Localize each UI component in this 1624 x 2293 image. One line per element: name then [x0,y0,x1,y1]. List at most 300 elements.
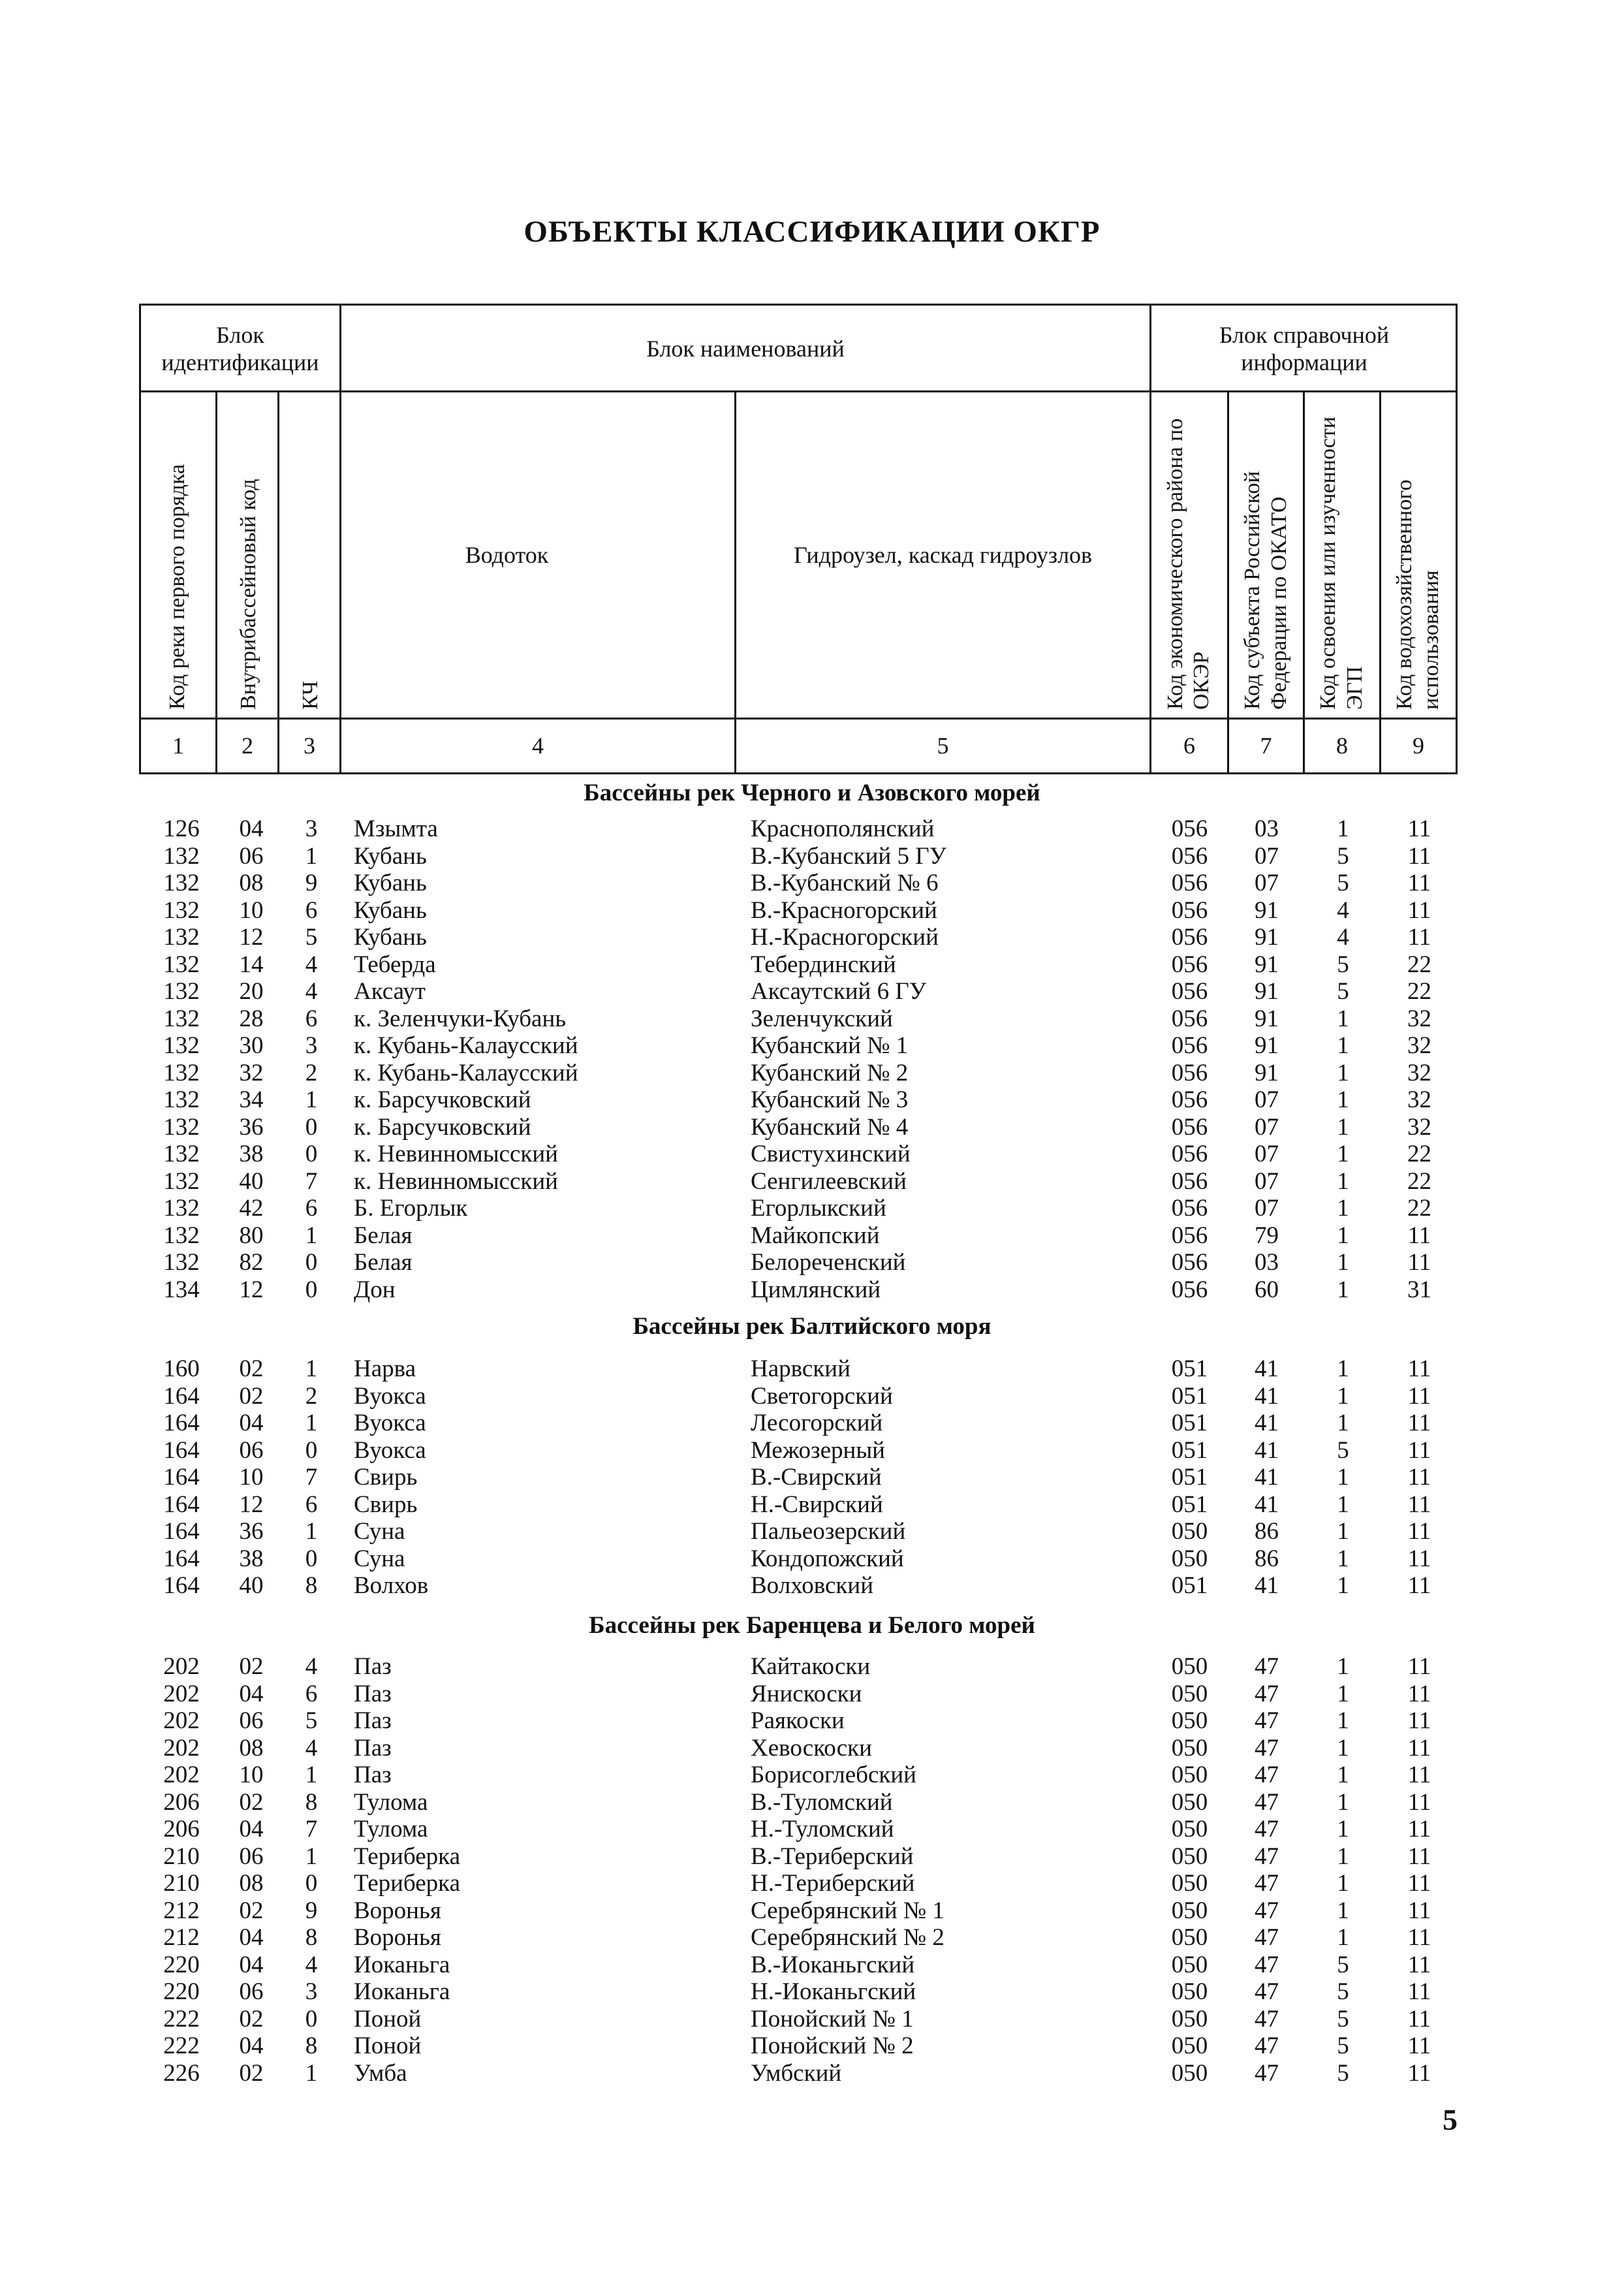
table-cell: Серебрянский № 1 [751,1897,945,1924]
table-cell: 051 [1171,1410,1208,1436]
header-divider [1149,304,1151,774]
table-cell: 11 [1407,2006,1431,2032]
table-cell: 050 [1171,1545,1208,1572]
table-cell: 3 [305,1032,318,1059]
col-head-kch: КЧ [298,680,322,710]
table-cell: Умба [354,2060,407,2087]
table-cell: 08 [239,1870,264,1897]
table-cell: 132 [163,870,200,896]
table-cell: 5 [1337,870,1349,896]
table-row [0,843,1624,870]
table-cell: 1 [1337,1195,1349,1222]
table-cell: 36 [239,1518,264,1545]
table-cell: 132 [163,1114,200,1141]
table-cell: Иоканьга [354,1952,450,1978]
table-cell: к. Барсучковский [354,1114,531,1141]
table-cell: 202 [163,1707,200,1734]
col-head-river-code: Код реки первого порядка [164,464,189,710]
table-cell: 11 [1407,1789,1431,1816]
table-cell: 4 [305,951,318,978]
table-cell: 1 [1337,1924,1349,1951]
table-cell: В.-Красногорский [751,897,937,924]
table-cell: 8 [305,1572,318,1599]
table-cell: 79 [1255,1222,1279,1249]
table-cell: 12 [239,924,264,951]
table-cell: 056 [1171,1005,1208,1032]
table-cell: 2 [305,1383,318,1410]
table-cell: к. Невинномысский [354,1141,558,1167]
table-cell: 1 [1337,1653,1349,1680]
table-cell: 11 [1407,1437,1431,1464]
table-cell: Теберда [354,951,436,978]
table-cell: Белореченский [751,1249,906,1276]
table-cell: Краснополянский [751,815,935,842]
table-cell: 5 [1337,1952,1349,1978]
table-cell: В.-Свирский [751,1464,882,1491]
table-cell: 47 [1255,2006,1279,2032]
col-head-hydronode: Гидроузел, каскад гидроузлов [793,541,1093,568]
table-cell: 051 [1171,1491,1208,1518]
table-cell: к. Барсучковский [354,1086,531,1113]
table-cell: 2 [305,1060,318,1086]
table-cell: 5 [1337,2006,1349,2032]
table-cell: 126 [163,815,200,842]
table-cell: Териберка [354,1870,461,1897]
table-cell: 056 [1171,1249,1208,1276]
table-cell: 1 [1337,1464,1349,1491]
table-row [0,1249,1624,1276]
table-cell: Н.-Туломский [751,1816,894,1842]
table-cell: 056 [1171,1141,1208,1167]
table-cell: 0 [305,1870,318,1897]
table-cell: 1 [1337,1518,1349,1545]
table-row [0,1410,1624,1437]
table-cell: 056 [1171,978,1208,1005]
table-cell: 164 [163,1491,200,1518]
table-cell: Цимлянский [751,1276,881,1303]
table-row [0,1681,1624,1708]
table-cell: Аксаутский 6 ГУ [751,978,926,1005]
table-cell: 11 [1407,843,1431,870]
table-cell: 08 [239,870,264,896]
table-cell: 11 [1407,1952,1431,1978]
table-cell: 42 [239,1195,264,1222]
table-cell: 11 [1407,1491,1431,1518]
table-cell: В.-Кубанский 5 ГУ [751,843,946,870]
table-cell: Умбский [751,2060,842,2087]
table-cell: 056 [1171,843,1208,870]
table-cell: 11 [1407,1978,1431,2005]
header-divider [215,390,217,774]
table-cell: 07 [1255,1195,1279,1222]
table-cell: 04 [239,1816,264,1842]
table-cell: 050 [1171,1681,1208,1707]
table-cell: 5 [1337,843,1349,870]
table-cell: 11 [1407,1653,1431,1680]
table-cell: 3 [305,1978,318,2005]
table-cell: 03 [1255,1249,1279,1276]
table-cell: 22 [1407,978,1431,1005]
table-cell: 0 [305,2006,318,2032]
table-cell: 164 [163,1545,200,1572]
table-cell: 11 [1407,1681,1431,1707]
table-cell: 22 [1407,1141,1431,1167]
table-cell: Н.-Свирский [751,1491,883,1518]
table-cell: 11 [1407,1762,1431,1788]
table-cell: 132 [163,1195,200,1222]
table-cell: 6 [305,1195,318,1222]
table-cell: 4 [305,1952,318,1978]
table-cell: 04 [239,2032,264,2059]
table-row [0,1762,1624,1789]
table-cell: 08 [239,1735,264,1762]
table-cell: 7 [305,1464,318,1491]
table-cell: 5 [1337,978,1349,1005]
table-cell: 10 [239,1464,264,1491]
table-row [0,1195,1624,1222]
table-cell: Свирь [354,1464,418,1491]
table-cell: 91 [1255,1032,1279,1059]
table-cell: 1 [1337,815,1349,842]
table-cell: 134 [163,1276,200,1303]
table-cell: 210 [163,1870,200,1897]
table-cell: Н.-Красногорский [751,924,939,951]
table-cell: 11 [1407,897,1431,924]
table-cell: 1 [1337,1005,1349,1032]
table-cell: 132 [163,1249,200,1276]
table-cell: Тебердинский [751,951,896,978]
table-cell: 5 [1337,1437,1349,1464]
table-cell: 22 [1407,1168,1431,1195]
table-cell: 41 [1255,1383,1279,1410]
table-cell: 132 [163,1086,200,1113]
table-cell: 1 [1337,1276,1349,1303]
col-head-basin-code: Внутрибассейновый код [236,479,260,710]
table-cell: Воронья [354,1897,441,1924]
table-cell: 0 [305,1141,318,1167]
table-cell: Нарва [354,1355,416,1382]
table-cell: 38 [239,1545,264,1572]
table-cell: 1 [305,1222,318,1249]
table-row [0,870,1624,897]
table-cell: 050 [1171,1707,1208,1734]
table-cell: 050 [1171,1653,1208,1680]
table-cell: 0 [305,1249,318,1276]
table-cell: 07 [1255,1086,1279,1113]
table-cell: 80 [239,1222,264,1249]
header-border [139,304,141,774]
table-cell: Н.-Териберский [751,1870,915,1897]
table-cell: 1 [1337,1060,1349,1086]
table-cell: 32 [1407,1005,1431,1032]
table-cell: 07 [1255,1114,1279,1141]
table-cell: 1 [1337,1410,1349,1436]
table-cell: Поной [354,2032,422,2059]
table-cell: 02 [239,1653,264,1680]
table-cell: Кубань [354,897,427,924]
table-cell: к. Кубань-Калаусский [354,1032,578,1059]
table-cell: 1 [1337,1355,1349,1382]
table-row [0,1168,1624,1195]
col-number: 9 [1413,733,1424,759]
table-cell: 5 [305,1707,318,1734]
header-divider [1303,390,1305,774]
table-cell: 06 [239,1978,264,2005]
table-row [0,1707,1624,1735]
table-cell: Тулома [354,1789,428,1816]
table-cell: 41 [1255,1437,1279,1464]
table-cell: Волховский [751,1572,873,1599]
table-cell: 132 [163,1222,200,1249]
table-cell: 41 [1255,1464,1279,1491]
table-cell: 0 [305,1114,318,1141]
table-cell: 40 [239,1572,264,1599]
table-cell: Егорлыкский [751,1195,886,1222]
table-cell: Межозерный [751,1437,885,1464]
table-cell: 056 [1171,1060,1208,1086]
table-cell: Паз [354,1762,392,1788]
table-cell: 47 [1255,1707,1279,1734]
table-cell: 47 [1255,1897,1279,1924]
table-cell: 12 [239,1276,264,1303]
table-row [0,1518,1624,1545]
table-cell: 04 [239,1924,264,1951]
table-cell: 4 [305,1735,318,1762]
table-cell: 91 [1255,951,1279,978]
table-cell: 050 [1171,1816,1208,1842]
table-cell: 220 [163,1952,200,1978]
table-cell: 210 [163,1843,200,1870]
table-cell: 11 [1407,1222,1431,1249]
table-cell: 1 [1337,1870,1349,1897]
col-head-water-use: Код водохозяйственного использования [1392,479,1443,710]
table-cell: 02 [239,2006,264,2032]
table-cell: 9 [305,1897,318,1924]
table-cell: 056 [1171,1222,1208,1249]
table-cell: 056 [1171,1032,1208,1059]
table-cell: 04 [239,1952,264,1978]
table-cell: 41 [1255,1355,1279,1382]
table-cell: 82 [239,1249,264,1276]
table-cell: 11 [1407,1383,1431,1410]
table-cell: 11 [1407,1707,1431,1734]
table-cell: Зеленчукский [751,1005,893,1032]
table-cell: Кайтакоски [751,1653,871,1680]
table-cell: 1 [1337,1572,1349,1599]
table-cell: 132 [163,978,200,1005]
table-cell: 164 [163,1383,200,1410]
table-cell: 06 [239,1843,264,1870]
table-row [0,951,1624,979]
table-cell: Кубань [354,843,427,870]
table-cell: 5 [305,924,318,951]
table-cell: 132 [163,1168,200,1195]
table-cell: 11 [1407,1843,1431,1870]
table-cell: 36 [239,1114,264,1141]
table-cell: 206 [163,1789,200,1816]
table-cell: 47 [1255,1843,1279,1870]
table-cell: 40 [239,1168,264,1195]
table-cell: 28 [239,1005,264,1032]
table-cell: Мзымта [354,815,438,842]
table-cell: Понойский № 1 [751,2006,914,2032]
header-border [139,772,1458,774]
table-cell: 11 [1407,2032,1431,2059]
table-cell: 164 [163,1572,200,1599]
table-cell: 38 [239,1141,264,1167]
table-cell: Белая [354,1222,413,1249]
table-cell: 4 [1337,897,1349,924]
table-cell: 9 [305,870,318,896]
table-cell: 04 [239,815,264,842]
table-row [0,1545,1624,1573]
table-cell: Кубанский № 3 [751,1086,909,1113]
table-cell: 8 [305,1924,318,1951]
table-cell: 32 [1407,1060,1431,1086]
table-cell: 051 [1171,1464,1208,1491]
table-row [0,897,1624,925]
table-cell: 220 [163,1978,200,2005]
table-cell: 051 [1171,1437,1208,1464]
table-cell: 1 [1337,1545,1349,1572]
table-cell: 3 [305,815,318,842]
table-cell: 056 [1171,897,1208,924]
table-cell: 32 [1407,1032,1431,1059]
table-row [0,1355,1624,1383]
table-cell: 132 [163,951,200,978]
table-cell: Белая [354,1249,413,1276]
table-row [0,1843,1624,1871]
table-cell: Вуокса [354,1410,426,1436]
table-cell: 4 [305,978,318,1005]
table-cell: Кубанский № 4 [751,1114,909,1141]
table-cell: 132 [163,843,200,870]
table-cell: Аксаут [354,978,426,1005]
table-cell: 47 [1255,1870,1279,1897]
table-cell: Кондопожский [751,1545,904,1572]
table-cell: 164 [163,1437,200,1464]
table-cell: Сенгилеевский [751,1168,907,1195]
col-number: 5 [937,733,949,759]
table-cell: 34 [239,1086,264,1113]
table-cell: Пальеозерский [751,1518,906,1545]
page-title: ОБЪЕКТЫ КЛАССИФИКАЦИИ ОКГР [523,215,1101,249]
table-cell: 1 [1337,1032,1349,1059]
col-head-stream: Водоток [465,541,549,568]
table-cell: 22 [1407,1195,1431,1222]
table-cell: 222 [163,2032,200,2059]
table-cell: 1 [1337,1141,1349,1167]
table-cell: 47 [1255,1681,1279,1707]
table-row [0,1952,1624,1979]
table-cell: Кубанский № 2 [751,1060,909,1086]
table-cell: 06 [239,1707,264,1734]
table-cell: 1 [1337,1681,1349,1707]
table-cell: 11 [1407,1249,1431,1276]
table-cell: 11 [1407,924,1431,951]
table-cell: 07 [1255,1141,1279,1167]
table-cell: 02 [239,2060,264,2087]
table-cell: Кубанский № 1 [751,1032,909,1059]
table-cell: Б. Егорлык [354,1195,468,1222]
group-reference: Блок справочной информации [1219,321,1390,375]
table-cell: 11 [1407,1816,1431,1842]
section-title: Бассейны рек Баренцева и Белого морей [589,1612,1035,1639]
table-row [0,1897,1624,1925]
table-cell: 1 [305,843,318,870]
table-row [0,1032,1624,1060]
table-cell: 050 [1171,1735,1208,1762]
table-cell: 31 [1407,1276,1431,1303]
table-cell: 11 [1407,1355,1431,1382]
table-cell: 02 [239,1355,264,1382]
table-cell: 1 [305,1410,318,1436]
table-cell: 5 [1337,1978,1349,2005]
table-row [0,1816,1624,1843]
table-cell: 22 [1407,951,1431,978]
table-cell: Серебрянский № 2 [751,1924,945,1951]
section-title: Бассейны рек Черного и Азовского морей [584,780,1040,806]
table-cell: Суна [354,1545,405,1572]
table-cell: 91 [1255,978,1279,1005]
table-row [0,2060,1624,2087]
table-cell: В.-Туломский [751,1789,893,1816]
table-cell: 160 [163,1355,200,1382]
table-cell: 11 [1407,1410,1431,1436]
table-cell: 47 [1255,2060,1279,2087]
table-cell: 1 [1337,1897,1349,1924]
table-cell: к. Невинномысский [354,1168,558,1195]
table-row [0,1653,1624,1681]
header-border [139,304,1458,306]
table-cell: 050 [1171,1518,1208,1545]
table-cell: 47 [1255,1762,1279,1788]
col-number: 6 [1183,733,1195,759]
table-cell: 222 [163,2006,200,2032]
table-cell: Нарвский [751,1355,851,1382]
table-cell: 10 [239,1762,264,1788]
table-cell: к. Кубань-Калаусский [354,1060,578,1086]
table-cell: 051 [1171,1572,1208,1599]
col-number: 8 [1336,733,1348,759]
table-cell: 91 [1255,1005,1279,1032]
table-cell: 30 [239,1032,264,1059]
table-cell: 164 [163,1464,200,1491]
table-cell: 051 [1171,1383,1208,1410]
table-cell: 86 [1255,1545,1279,1572]
table-cell: Вуокса [354,1383,426,1410]
table-cell: Поной [354,2006,422,2032]
table-cell: 91 [1255,897,1279,924]
table-cell: 11 [1407,1545,1431,1572]
header-divider [1227,390,1229,774]
col-number: 3 [304,733,315,759]
table-cell: Териберка [354,1843,461,1870]
table-cell: Свистухинский [751,1141,911,1167]
table-cell: 050 [1171,1762,1208,1788]
table-cell: 91 [1255,1060,1279,1086]
table-cell: В.-Териберский [751,1843,914,1870]
table-cell: 050 [1171,1897,1208,1924]
table-cell: 1 [305,1762,318,1788]
group-identification: Блок идентификации [161,321,319,375]
table-row [0,1924,1624,1952]
table-cell: Суна [354,1518,405,1545]
table-cell: Тулома [354,1816,428,1842]
table-cell: 0 [305,1437,318,1464]
table-cell: 212 [163,1897,200,1924]
col-number: 4 [532,733,544,759]
